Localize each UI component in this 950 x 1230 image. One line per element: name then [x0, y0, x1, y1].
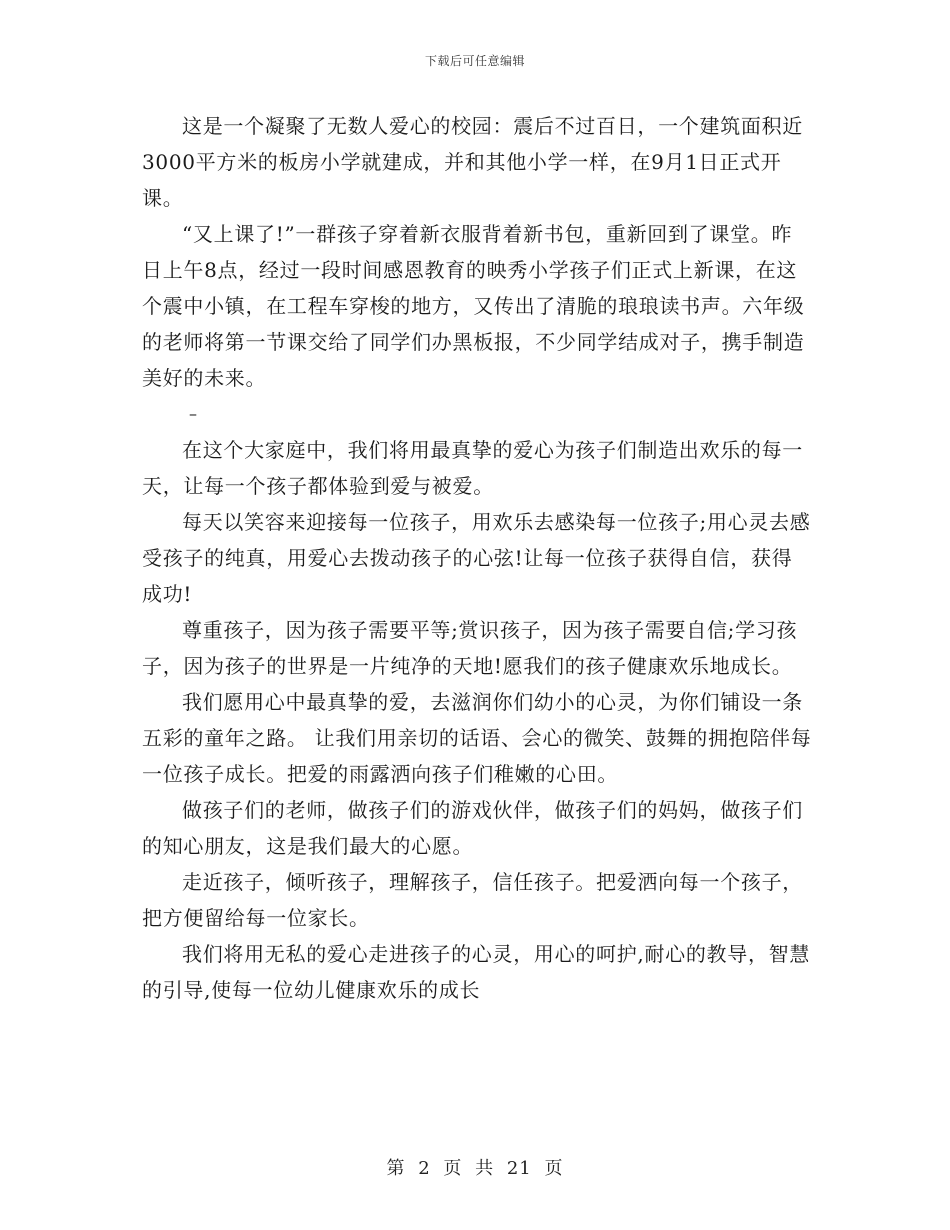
- document-body: [142, 108, 812, 1008]
- page-number-footer: 第 2 页 共 21 页: [386, 1158, 564, 1179]
- page-header: 下载后可任意编辑: [424, 54, 525, 68]
- paragraph: “又上课了!”一群孩子穿着新衣服背着新书包，重新回到了课堂。昨日上午8点，经过一段时间感恩教育的映秀小学孩子们正式上新课，在这个震中小镇，在工程车穿梭的地方，又传出了清脆的琅琅读书声。六年级的老师将第一节课交给了同学们办黑板报，不少同学结成对子，携手制造美好的未来。: [142, 222, 805, 390]
- paragraph: 走近孩子，倾听孩子，理解孩子，信任孩子。把爱洒向每一个孩子，把方便留给每一位家长。: [142, 870, 803, 930]
- paragraph: 我们将用无私的爱心走进孩子的心灵，用心的呵护,耐心的教导，智慧的引导,使每一位幼儿健康欢乐的成长: [142, 942, 811, 1002]
- paragraph: 做孩子们的老师，做孩子们的游戏伙伴，做孩子们的妈妈，做孩子们的知心朋友，这是我们最大的心愿。: [142, 798, 803, 858]
- separator-dash: –: [189, 404, 197, 423]
- paragraph: 我们愿用心中最真挚的爱，去滋润你们幼小的心灵，为你们铺设一条五彩的童年之路。 让我们用亲切的话语、会心的微笑、鼓舞的拥抱陪伴每一位孩子成长。把爱的雨露洒向孩子们稚嫩的心田。: [142, 690, 812, 786]
- paragraph: 在这个大家庭中，我们将用最真挚的爱心为孩子们制造出欢乐的每一天，让每一个孩子都体验到爱与被爱。: [142, 438, 803, 498]
- paragraph: 每天以笑容来迎接每一位孩子，用欢乐去感染每一位孩子;用心灵去感受孩子的纯真，用爱心去拨动孩子的心弦!让每一位孩子获得自信，获得成功!: [142, 510, 811, 606]
- paragraph: 这是一个凝聚了无数人爱心的校园：震后不过百日，一个建筑面积近3000平方米的板房小学就建成，并和其他小学一样，在9月1日正式开课。: [142, 114, 803, 210]
- paragraph: 尊重孩子，因为孩子需要平等;赏识孩子，因为孩子需要自信;学习孩子，因为孩子的世界是一片纯净的天地!愿我们的孩子健康欢乐地成长。: [142, 618, 798, 678]
